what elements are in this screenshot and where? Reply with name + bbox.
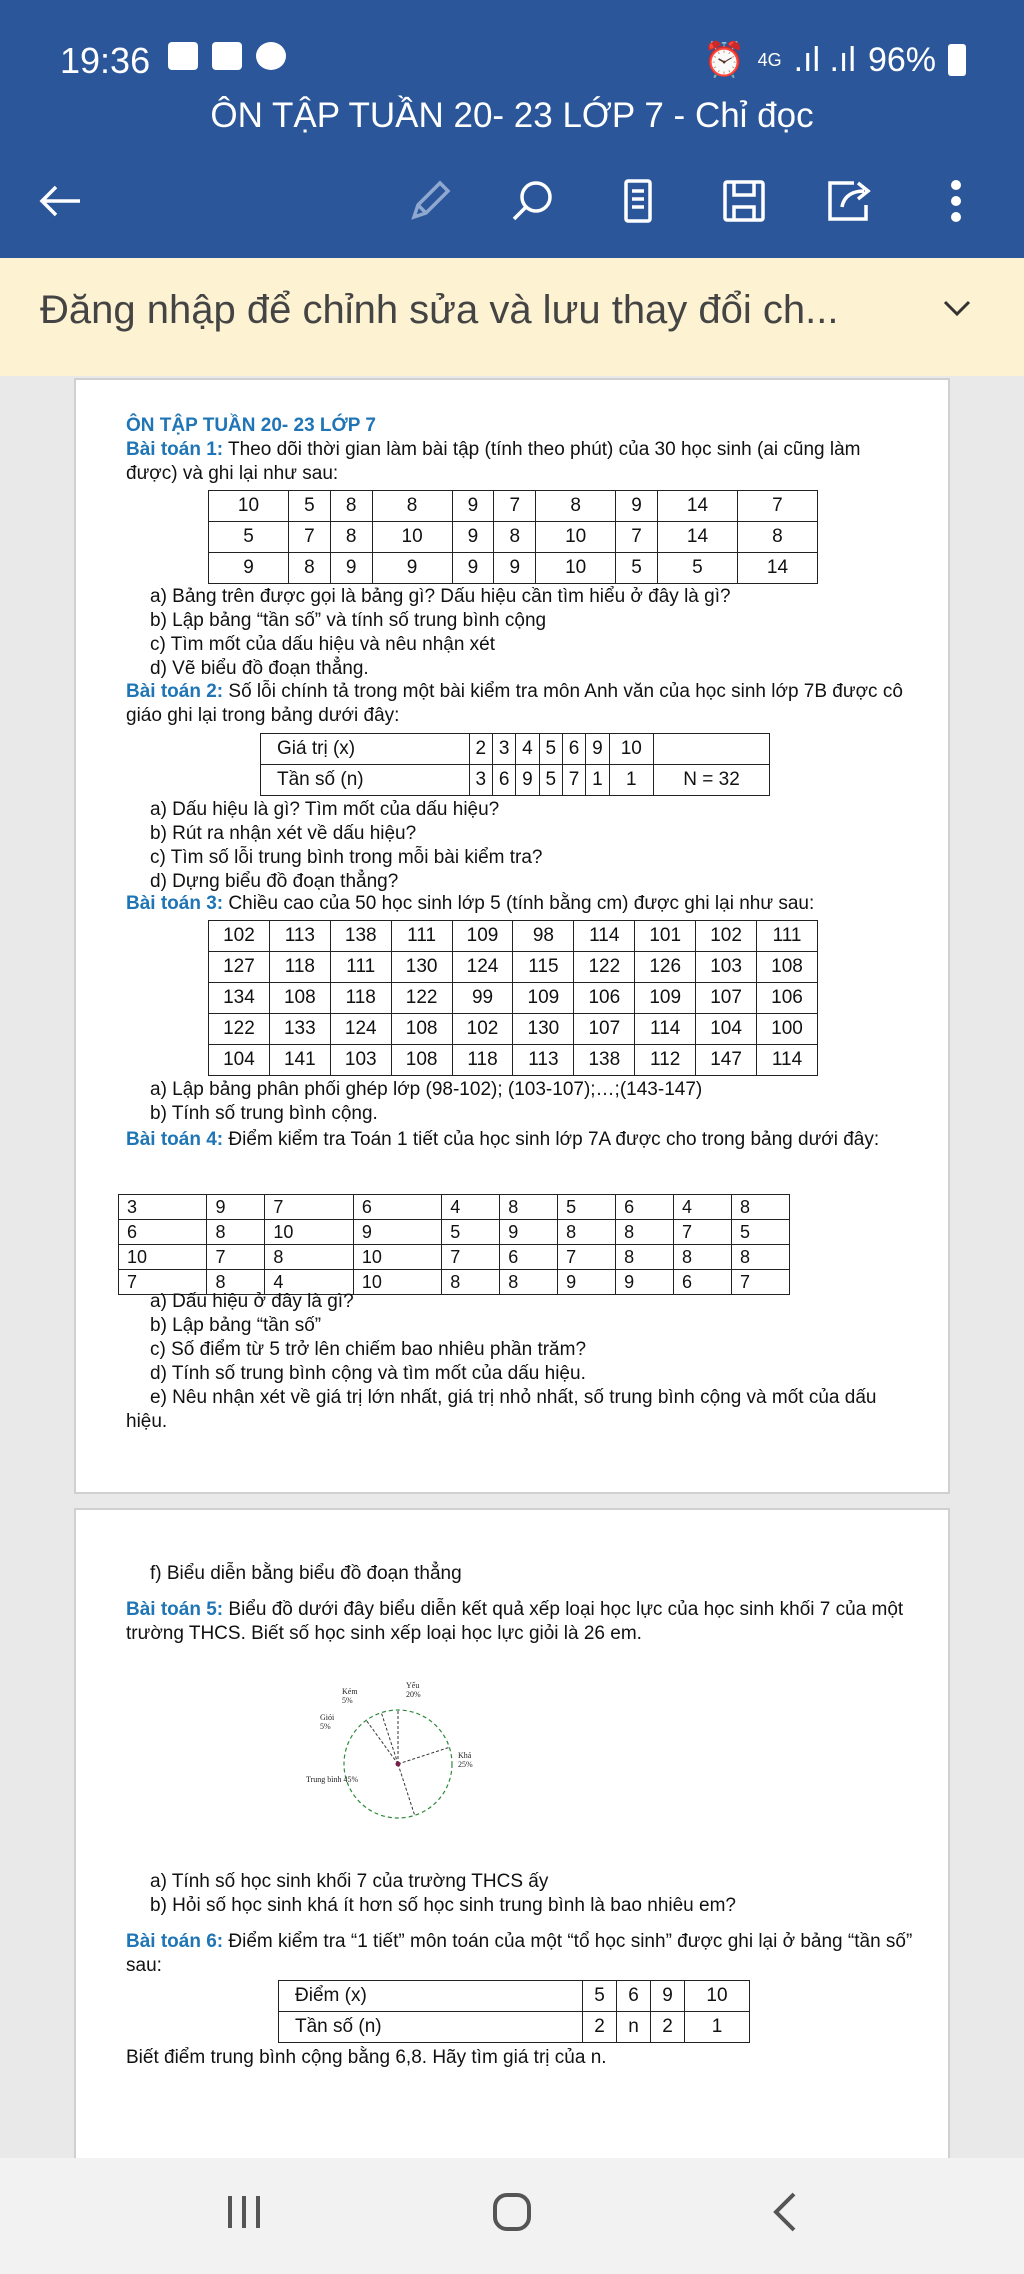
pie-slice-boundary <box>366 1720 398 1764</box>
table-row <box>209 522 818 553</box>
document-page-2 <box>74 1508 950 2158</box>
table-cell: 8 <box>731 1245 789 1270</box>
table-cell: 9 <box>494 553 536 584</box>
problem-5-questions <box>126 1870 916 1918</box>
problem-4-questions <box>126 1290 916 1386</box>
table-cell: 104 <box>696 1014 757 1045</box>
table-cell: 8 <box>500 1270 558 1295</box>
question: c) Tìm mốt của dấu hiệu và nêu nhận xét <box>150 634 496 655</box>
table-cell: 122 <box>574 952 635 983</box>
question: f) Biểu diễn bằng biểu đồ đoạn thẳng <box>150 1563 462 1584</box>
status-bar <box>0 28 1024 88</box>
table-cell: 3 <box>119 1195 207 1220</box>
table-cell: 9 <box>452 522 494 553</box>
table-cell: 5 <box>616 553 658 584</box>
table-cell: 6 <box>500 1245 558 1270</box>
table-cell: 134 <box>209 983 270 1014</box>
battery-level: 96% <box>867 40 936 79</box>
chevron-down-icon[interactable] <box>942 298 972 323</box>
table-cell: 102 <box>209 921 270 952</box>
problem-6-table <box>278 1980 750 2043</box>
question: a) Lập bảng phân phối ghép lớp (98-102); (103-107);…;(143-147) <box>150 1079 703 1100</box>
problem-2-text: Bài toán 2: Số lỗi chính tả trong một bài kiểm tra môn Anh văn của học sinh lớp 7B được cô giáo ghi lại trong bảng dưới đây: <box>126 681 903 726</box>
table-cell: 9 <box>372 553 452 584</box>
table-cell: 9 <box>500 1220 558 1245</box>
back-arrow-icon[interactable] <box>30 165 90 237</box>
table-cell: 8 <box>265 1245 353 1270</box>
table-cell: 10 <box>609 734 654 765</box>
table-cell: 106 <box>757 983 818 1014</box>
pie-slice-label: Yếu 20% <box>406 1681 421 1699</box>
table-cell: 108 <box>391 1014 452 1045</box>
table-cell: 8 <box>442 1270 500 1295</box>
table-cell: 6 <box>119 1220 207 1245</box>
problem-3-questions <box>126 1078 906 1126</box>
table-cell: 113 <box>269 921 330 952</box>
problem-2-table <box>260 733 770 796</box>
signal-icon: .ıl .ıl <box>793 40 856 79</box>
table-cell: 99 <box>452 983 513 1014</box>
app-header <box>0 0 1024 258</box>
table-cell: 104 <box>209 1045 270 1076</box>
question: e) Nêu nhận xét về giá trị lớn nhất, giá trị nhỏ nhất, số trung bình cộng và mốt của dấu hiệu. <box>126 1387 877 1432</box>
table-row <box>209 553 818 584</box>
table-cell: 1 <box>586 765 609 796</box>
save-icon[interactable] <box>714 165 774 237</box>
battery-icon <box>948 44 966 76</box>
table-cell: 8 <box>288 553 330 584</box>
table-cell: 1 <box>684 2012 749 2043</box>
problem-1-questions <box>126 585 906 681</box>
table-cell: 4 <box>265 1270 353 1295</box>
table-row <box>119 1245 790 1270</box>
pie-slice-boundary <box>381 1713 398 1764</box>
table-cell: 4 <box>674 1195 732 1220</box>
table-cell: 7 <box>558 1245 616 1270</box>
table-cell: 6 <box>617 1981 651 2012</box>
table-row <box>209 921 818 952</box>
problem-6-text: Bài toán 6: Điểm kiểm tra “1 tiết” môn toán của một “tổ học sinh” được ghi lại ở bảng “tần số” sau: <box>126 1931 913 1976</box>
table-row <box>119 1220 790 1245</box>
table-cell: 4 <box>516 734 539 765</box>
table-cell: 7 <box>119 1270 207 1295</box>
table-cell: 8 <box>616 1220 674 1245</box>
table-cell: 118 <box>330 983 391 1014</box>
problem-1-table <box>208 490 818 584</box>
pie-slice-boundary <box>398 1747 449 1764</box>
table-cell: 14 <box>657 522 737 553</box>
problem-6-footer: Biết điểm trung bình cộng bằng 6,8. Hãy tìm giá trị của n. <box>126 2047 607 2068</box>
navigation-bar <box>0 2158 1024 2274</box>
share-icon[interactable] <box>820 165 880 237</box>
document-title: ÔN TẬP TUẦN 20- 23 LỚP 7 - Chỉ đọc <box>210 96 814 135</box>
table-cell: 5 <box>583 1981 617 2012</box>
table-row <box>209 983 818 1014</box>
table-row <box>261 765 770 796</box>
table-cell: 118 <box>452 1045 513 1076</box>
table-cell: 109 <box>513 983 574 1014</box>
problem-2-questions <box>126 798 906 894</box>
problem-3-table <box>208 920 818 1076</box>
table-cell: 6 <box>616 1195 674 1220</box>
document-page-1 <box>74 378 950 1494</box>
table-cell: 9 <box>330 553 372 584</box>
problem-4-table <box>118 1194 790 1295</box>
table-cell: 9 <box>452 553 494 584</box>
pie-slice-boundary <box>398 1764 415 1815</box>
table-cell: 9 <box>616 1270 674 1295</box>
table-cell: 115 <box>513 952 574 983</box>
search-icon[interactable] <box>502 165 562 237</box>
table-cell: Tần số (n) <box>279 2012 583 2043</box>
table-cell <box>654 734 770 765</box>
table-cell: N = 32 <box>654 765 770 796</box>
table-cell: 114 <box>574 921 635 952</box>
table-cell: 122 <box>209 1014 270 1045</box>
table-cell: 8 <box>207 1270 265 1295</box>
problem-4-text: Bài toán 4: Điểm kiểm tra Toán 1 tiết của học sinh lớp 7A được cho trong bảng dưới đây: <box>126 1129 880 1150</box>
pie-slice-label: Khá 25% <box>458 1751 473 1769</box>
table-cell: 10 <box>265 1220 353 1245</box>
table-cell: Giá trị (x) <box>261 734 470 765</box>
question: d) Vẽ biểu đồ đoạn thẳng. <box>150 658 369 679</box>
problem-3-text: Bài toán 3: Chiều cao của 50 học sinh lớp 5 (tính bằng cm) được ghi lại như sau: <box>126 893 815 914</box>
table-cell: 103 <box>330 1045 391 1076</box>
problem-5-text: Bài toán 5: Biểu đồ dưới đây biểu diễn kết quả xếp loại học lực của học sinh khối 7 của một trường THCS. Biết số học sinh xếp loại học lực giỏi là 26 em. <box>126 1599 904 1644</box>
table-cell: 7 <box>494 491 536 522</box>
table-cell: 14 <box>657 491 737 522</box>
table-cell: 2 <box>469 734 492 765</box>
table-cell: 9 <box>586 734 609 765</box>
table-cell: 98 <box>513 921 574 952</box>
table-cell: 7 <box>731 1270 789 1295</box>
table-cell: 130 <box>513 1014 574 1045</box>
table-cell: 9 <box>651 1981 685 2012</box>
table-cell: 138 <box>574 1045 635 1076</box>
question: c) Tìm số lỗi trung bình trong mỗi bài kiểm tra? <box>150 847 543 868</box>
table-cell: 5 <box>657 553 737 584</box>
home-icon[interactable] <box>490 2190 534 2239</box>
table-cell: 114 <box>757 1045 818 1076</box>
table-cell: 7 <box>265 1195 353 1220</box>
table-cell: 8 <box>494 522 536 553</box>
table-cell: 107 <box>574 1014 635 1045</box>
table-cell: 10 <box>119 1245 207 1270</box>
question: d) Dựng biểu đồ đoạn thẳng? <box>150 871 399 892</box>
table-cell: 9 <box>209 553 289 584</box>
table-cell: 8 <box>558 1220 616 1245</box>
table-cell: 100 <box>757 1014 818 1045</box>
gallery-notification-icon <box>168 42 198 70</box>
table-cell: 4 <box>442 1195 500 1220</box>
alarm-icon: ⏰ <box>703 41 746 79</box>
table-cell: 127 <box>209 952 270 983</box>
table-cell: 3 <box>492 734 515 765</box>
table-cell: 8 <box>737 522 817 553</box>
question: b) Rút ra nhận xét về dấu hiệu? <box>150 823 417 844</box>
table-cell: Điểm (x) <box>279 1981 583 2012</box>
table-cell: 8 <box>500 1195 558 1220</box>
table-cell: 122 <box>391 983 452 1014</box>
table-cell: 7 <box>207 1245 265 1270</box>
network-type: 4G <box>757 50 782 70</box>
table-cell: 6 <box>492 765 515 796</box>
table-cell: 102 <box>452 1014 513 1045</box>
pie-slice-label: Kém 5% <box>342 1687 358 1705</box>
back-icon[interactable] <box>764 2190 808 2239</box>
table-row <box>279 1981 750 2012</box>
table-cell: 7 <box>616 522 658 553</box>
table-cell: 3 <box>469 765 492 796</box>
question: b) Hỏi số học sinh khá ít hơn số học sinh trung bình là bao nhiêu em? <box>150 1895 736 1916</box>
table-cell: 10 <box>353 1270 441 1295</box>
table-cell: 8 <box>207 1220 265 1245</box>
table-row <box>209 1014 818 1045</box>
table-cell: 133 <box>269 1014 330 1045</box>
table-cell: 147 <box>696 1045 757 1076</box>
table-cell: 108 <box>391 1045 452 1076</box>
question: b) Lập bảng “tần số” và tính số trung bình cộng <box>150 610 547 631</box>
table-cell: 5 <box>288 491 330 522</box>
table-cell: 111 <box>391 921 452 952</box>
table-cell: 10 <box>209 491 289 522</box>
table-cell: 9 <box>516 765 539 796</box>
table-cell: 5 <box>731 1220 789 1245</box>
table-cell: 7 <box>562 765 585 796</box>
table-cell: 1 <box>609 765 654 796</box>
table-cell: 2 <box>583 2012 617 2043</box>
table-cell: 5 <box>558 1195 616 1220</box>
question: b) Lập bảng “tần số” <box>150 1315 322 1336</box>
table-cell: 5 <box>442 1220 500 1245</box>
pie-slice-label: Giỏi 5% <box>320 1713 335 1731</box>
table-cell: 7 <box>674 1220 732 1245</box>
table-cell: 124 <box>330 1014 391 1045</box>
table-cell: 2 <box>651 2012 685 2043</box>
table-cell: 9 <box>353 1220 441 1245</box>
table-cell: 8 <box>372 491 452 522</box>
table-cell: 114 <box>635 1014 696 1045</box>
table-cell: 8 <box>731 1195 789 1220</box>
table-cell: 101 <box>635 921 696 952</box>
question: a) Bảng trên được gọi là bảng gì? Dấu hiệu cần tìm hiểu ở đây là gì? <box>150 586 731 607</box>
table-cell: 6 <box>353 1195 441 1220</box>
table-cell: 111 <box>757 921 818 952</box>
table-cell: 14 <box>737 553 817 584</box>
more-icon[interactable] <box>936 165 976 237</box>
table-row <box>261 734 770 765</box>
table-cell: 107 <box>696 983 757 1014</box>
table-cell: 126 <box>635 952 696 983</box>
table-cell: 8 <box>330 491 372 522</box>
sign-in-banner[interactable] <box>0 258 1024 376</box>
table-cell: 108 <box>269 983 330 1014</box>
table-cell: 5 <box>209 522 289 553</box>
table-row <box>209 952 818 983</box>
table-cell: 109 <box>452 921 513 952</box>
recent-apps-icon[interactable] <box>222 2190 266 2239</box>
table-cell: 9 <box>558 1270 616 1295</box>
table-row <box>209 1045 818 1076</box>
question: b) Tính số trung bình cộng. <box>150 1103 378 1124</box>
table-cell: 5 <box>539 765 562 796</box>
table-cell: 5 <box>539 734 562 765</box>
pie-chart <box>306 1678 606 1838</box>
question: d) Tính số trung bình cộng và tìm mốt của dấu hiệu. <box>150 1363 586 1384</box>
table-cell: 10 <box>536 522 616 553</box>
table-cell: 113 <box>513 1045 574 1076</box>
table-row <box>209 491 818 522</box>
facebook-notification-icon <box>256 42 286 70</box>
table-cell: 10 <box>684 1981 749 2012</box>
table-cell: 7 <box>737 491 817 522</box>
table-cell: 118 <box>269 952 330 983</box>
table-cell: 108 <box>757 952 818 983</box>
table-cell: 111 <box>330 952 391 983</box>
table-cell: 9 <box>452 491 494 522</box>
table-cell: 10 <box>372 522 452 553</box>
table-cell: 9 <box>616 491 658 522</box>
table-cell: 6 <box>562 734 585 765</box>
table-row <box>279 2012 750 2043</box>
table-cell: 141 <box>269 1045 330 1076</box>
question: a) Dấu hiệu ở đây là gì? <box>150 1291 354 1312</box>
status-time: 19:36 <box>60 40 151 81</box>
problem-1-text: Bài toán 1: Theo dõi thời gian làm bài tập (tính theo phút) của 30 học sinh (ai cũng làm được) và ghi lại như sau: <box>126 439 861 484</box>
table-cell: n <box>617 2012 651 2043</box>
table-cell: 7 <box>442 1245 500 1270</box>
document-heading: ÔN TẬP TUẦN 20- 23 LỚP 7 <box>126 415 376 436</box>
table-cell: Tần số (n) <box>261 765 470 796</box>
table-cell: 7 <box>288 522 330 553</box>
toolbar <box>0 165 1024 237</box>
pencil-icon[interactable] <box>400 165 460 237</box>
reading-view-icon[interactable] <box>608 165 668 237</box>
banner-message: Đăng nhập để chỉnh sửa và lưu thay đổi ch... <box>40 288 839 332</box>
table-cell: 8 <box>674 1245 732 1270</box>
question: c) Số điểm từ 5 trở lên chiếm bao nhiêu phần trăm? <box>150 1339 587 1360</box>
message-notification-icon <box>212 42 242 70</box>
table-cell: 9 <box>207 1195 265 1220</box>
table-cell: 8 <box>536 491 616 522</box>
table-row <box>119 1195 790 1220</box>
table-cell: 10 <box>536 553 616 584</box>
table-cell: 124 <box>452 952 513 983</box>
table-cell: 130 <box>391 952 452 983</box>
table-cell: 112 <box>635 1045 696 1076</box>
table-cell: 106 <box>574 983 635 1014</box>
table-cell: 102 <box>696 921 757 952</box>
table-cell: 138 <box>330 921 391 952</box>
table-cell: 10 <box>353 1245 441 1270</box>
table-cell: 6 <box>674 1270 732 1295</box>
pie-slice-label: Trung bình 45% <box>306 1775 359 1784</box>
table-cell: 8 <box>330 522 372 553</box>
question: a) Tính số học sinh khối 7 của trường THCS ấy <box>150 1871 549 1892</box>
pie-center <box>396 1762 401 1767</box>
table-cell: 109 <box>635 983 696 1014</box>
table-cell: 8 <box>616 1245 674 1270</box>
table-cell: 103 <box>696 952 757 983</box>
question: a) Dấu hiệu là gì? Tìm mốt của dấu hiệu? <box>150 799 500 820</box>
